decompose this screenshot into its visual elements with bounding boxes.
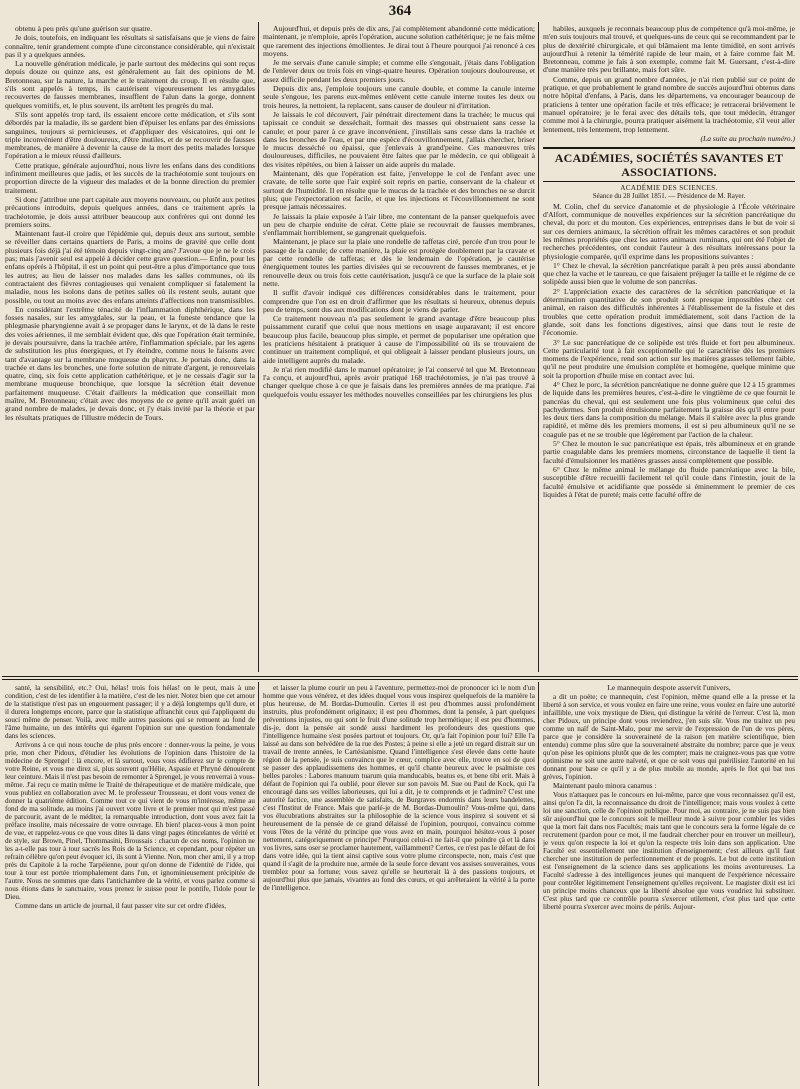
- paragraph: 6° Chez le même animal le mélange du fluide pancréatique avec la bile, susceptible d'être recueilli facilement tel qu'il coule dans l'intestin, jouit de la faculté émulsive et acidifiante que possède si éminemment le premier de ces liquides à l'état de pureté; mais cette faculté offre de: [543, 464, 795, 499]
- section-rule: [543, 147, 795, 149]
- paragraph: santé, la sensibilité, etc.? Oui, hélas! trois fois hélas! on le peut, mais à une condition, c'est de les identifier à la matière, c'est de les nier. Notez bien que cet amour de la statistique n'est pas un engouement passager; il y a déjà longtemps qu'il dure, et il durera longtemps encore, parce que la statistique affranchit ceux qui l'appliquent du souci même de penser. Voilà, avec mille autres passions qui se remuent au fond de l'âme humaine, un des intérêts qui égarent l'opinion sur une question fondamentale dans les sciences.: [5, 684, 255, 740]
- subsection-title: ACADÉMIE DES SCIENCES.: [620, 184, 718, 193]
- paragraph: Je laissais la plaie exposée à l'air libre, me contentant de la panser quelquefois avec un peu de charpie enduite de cérat. Cette plaie se recouvrait de fausses membranes, s'enflammait horriblement, se gangrenait quelquefois.: [263, 211, 535, 238]
- section-rule: [543, 181, 795, 182]
- paragraph: La nouvelle génération médicale, je parle surtout des médecins qui sont reçus depuis douze ou quinze ans, est généralement au fait des opinions de M. Bretonneau, sur la nature, la marche et le traitement du croup. Il en résulte que, s'ils sont appelés à temps, ils cautérisent vigoureusement les amygdales recouvertes de fausses membranes, insufflent de l'alun dans la gorge, donnent quelques vomitifs, et, le plus souvent, ils arrêtent les progrès du mal.: [5, 59, 255, 110]
- paragraph: Je laissais le col découvert, j'air pénétrait directement dans la trachée; le mucus qui tapissait ce conduit se desséchait, formait des masses qui obstruaient sans cesse la canule; et pour parer à ce grave inconvénient, j'instillais sans cesse dans la trachée et dans les bronches de l'eau, et par une espèce d'écouvillonnement, j'allais chercher, briser le mucus desséché ou épaissi, que j'enlevais à grand'peine. Ces manœuvres très douloureuses, difficiles, ne pouvaient être faites que par le médecin, ce qui obligeait à des visites répétées, ou bien à laisser un aide auprès du malade.: [263, 109, 535, 169]
- page-number: 364: [388, 3, 412, 19]
- column-divider: [258, 682, 259, 1086]
- feuilleton-column-middle: [263, 684, 535, 1086]
- session-date: Séance du 28 Juillet 1851. — Présidence de M. Rayer.: [592, 192, 746, 201]
- paragraph: Comme dans un article de journal, il faut passer vite sur cet ordre d'idées,: [15, 902, 227, 910]
- paragraph: En considérant l'extrême ténacité de l'inflammation diphthérique, dans les fosses nasales, sur les amygdales, sur la peau, et la funeste tendance que la phlegmasie pharyngienne avait à se propager dans le larynx, et de là dans le reste des voies aériennes, il me semblait évident que, dès que l'opération était terminée, je devais poursuivre, dans la trachée artère, l'inflammation spéciale, par les agens de substitution les plus énergiques, et l'y éteindre, comme nous le faisons avec tant d'avantage sur la membrane muqueuse du pharynx. Je portais donc, dans la trachée et dans les bronches, une forte solution de nitrate d'argent, je renouvelais quatre, cinq, six fois cette application cathétérique, et je ne cessais d'agir sur la membrane muqueuse bronchique, que lorsque la sécrétion était devenue parfaitement muqueuse. C'était d'ailleurs la médication que conseillait mon maître, M. Bretonneau; c'était avec des moyens de ce genre qu'il avait guéri un grand nombre de malades, je devais donc, et j'y étais invité par la théorie et par les résultats pratiques de l'illustre médecin de Tours.: [5, 304, 255, 422]
- paragraph: Je me servais d'une canule simple; et comme elle s'engouait, j'étais dans l'obligation de l'enlever deux ou trois fois en vingt-quatre heures. Opération toujours douloureuse, et assez difficile pendant les deux premiers jours.: [263, 58, 535, 84]
- paragraph: Si donc j'attribue une part capitale aux moyens nouveaux, ou plutôt aux petites précautions introduits, depuis quelques années, dans ce traitement après la trachéotomie, je dois aussi attribuer beaucoup aux confrères qui ont donné les premiers soins.: [5, 194, 255, 229]
- paragraph: Comme, depuis un grand nombre d'années, je n'ai rien publié sur ce point de pratique, et que probablement le grand nombre de succès aujourd'hui obtenus dans notre hôpital d'enfans, à Paris, dans les départemens, va encourager beaucoup de praticiens à tenter une opération facile et très efficace; je retracerai brièvement le manuel opératoire; je le ferai avec des détails tels, que tout médecin, étranger comme moi à la chirurgie, pourra pratiquer aisément la trachéotomie, s'il veut aller lentement, très lentement, trop lentement.: [543, 74, 795, 134]
- column-divider: [538, 22, 539, 672]
- paragraph: 4° Chez le porc, la sécrétion pancréatique ne donne guère que 12 à 15 grammes de liquide dans les premières heures, c'est-à-dire le vingtième de ce que fournit le pancréas du cheval, qui est seulement une fois plus volumineux que celui des pachydermes. Son produit émulsionne parfaitement la graisse dès qu'il entre pour les deux tiers dans la composition du mélange. Mais il s'altère avec la plus grande rapidité, et même dès les premiers momens, il est si peu albumineux qu'il ne se coagule pas et ne se trouble que légèrement par l'action de la chaleur.: [543, 379, 795, 439]
- paragraph: 3° Le suc pancréatique de ce solipède est très fluide et fort peu albumineux. Cette particularité tout à fait exceptionnelle qui le caractérise dès les premiers momens de l'expérience, rend son action sur les matières grasses tellement faible, qu'il ne peut produire une émulsion complète et homogène, quelque minime que soit la proportion d'huile mise en contact avec lui.: [543, 337, 795, 380]
- paragraph: S'ils sont appelés trop tard, ils essaient encore cette médication, et s'ils sont débordés par la maladie, ils se gardent bien d'épuiser les enfans par des émissions sanguines, toujours si pernicieuses, et d'appliquer des vésicatoires, qui ont le triple inconvénient d'être douloureux, d'être inutiles, et de se recouvrir de fausses membranes, de manière à devenir la cause de la mort des petits malades lorsque l'opération a le mieux réussi d'ailleurs.: [5, 109, 255, 161]
- paragraph: 5° Chez le mouton le suc pancréatique est épais, très albumineux et en grande partie coagulable dans les premiers momens, circonstance de laquelle il tient la faculté d'émulsionner les matières grasses aussi complètement que possible.: [543, 439, 795, 465]
- feuilleton-rule: [2, 676, 798, 677]
- paragraph: 2° L'appréciation exacte des caractères de la sécrétion pancréatique et la détermination quantitative de son produit sont presque impossibles chez cet animal, en raison des difficultés inhérentes à l'établissement de la fistule et des troubles que cette opération produit immédiatement, soit dans l'action de la glande, soit dans les fonctions digestives, ainsi que dans tout le reste de l'économie.: [543, 286, 795, 338]
- paragraph: Maintenant faut-il croire que l'épidémie qui, depuis deux ans surtout, semble se réveiller dans certains quartiers de Paris, a moins de gravité que celle dont plusieurs fois déjà j'ai été témoin depuis vingt-cinq ans? J'avoue que je ne le crois pas; mais j'avenir seul est appelé à décider cette grave question.— Enfin, pour les enfans opérés à l'hôpital, il est un point qui peut-être a plus d'importance que tous les autres; au lieu de laisser nos malades dans les salles communes, où ils contractaient des fièvres contagieuses qui venaient compliquer si fatalement la maladie, nous les isolons dans de petites salles où ils restent seuls, autant que possible, ou tout au moins avec des enfans atteints d'affections non transmissibles.: [5, 229, 255, 305]
- paragraph: habiles, auxquels je reconnais beaucoup plus de compétence qu'à moi-même, je m'en suis toujours mal trouvé, et quelques-uns de ceux qui se recommandent par le plus de dextérité chirurgicale, et qui blâmaient ma lente timidité, en sont arrivés aujourd'hui à retenir la témérité rapide de leur main, et à faire comme fait M. Bretonneau, comme je fais à son exemple, comme fait M. Guersant, c'est-à-dire d'une manière très peu brillante, mais fort sûre.: [543, 25, 795, 75]
- paragraph: M. Colin, chef du service d'anatomie et de physiologie à l'École vétérinaire d'Alfort, communique de nouvelles expériences sur la sécrétion pancréatique du cheval, du porc et du mouton. Ces expériences, entreprises dans le but de voir si sur ces derniers animaux, la sécrétion offrait les mêmes caractères et son produit les mêmes propriétés que chez les autres animaux ruminans, qui ont été l'objet de recherches précédentes, ont conduit l'auteur à des résultats intéressans pour la physiologie comparée, qu'il exprime dans les propositions suivantes :: [543, 201, 795, 261]
- paragraph: Maintenant paulo minora canamus :: [553, 782, 657, 790]
- paragraph: et laisser la plume courir un peu à l'aventure, permettez-moi de prononcer ici le nom d'un homme que vous vénérez, et des idées duquel vous vous inspirez quelquefois de la manière la plus heureuse, de M. Bordas-Dumoulin. Certes il est peu d'hommes aussi profondément instruits, plus profondément originaux; il est peu d'hommes, dont la pensée, à part quelques préventions injustes, ou qui sont le fruit d'une solitude trop hermétique; il est peu d'hommes, dis-je, dont la pensée ait sondé aussi hardiment les profondeurs des questions que l'intelligence humaine s'est posées partout et toujours. Or, qu'a fait l'opinion pour lui? Elle l'a laissé au dans son belvédère de la rue des Postes; à peine si elle a jeté un regard distrait sur un travail de trente années, le Cartésianisme. Quand l'intelligence s'est élevée dans cette haute région de la pensée, je suis convaincu que le cœur, complice avec elle, trouve en soi de quoi se passer des applaudissemens des hommes, et qu'il chante heureux avec le psalmiste ces belles paroles : Labores manuum tuarum quia manducabis, beatus es, et bene tibi erit. Mais à défaut de l'opinion qui l'a oublié, pour élever sur son pavois M. Sue ou Paul de Kock, qui l'a encouragé dans ses veilles laborieuses, qui lui a dit, je te comprends et je t'admire? C'est une autorité factice, une assemblée de satisfaits, de Burgraves endormis dans leurs bandelettes, c'est l'Institut de France. Mais que parlé-je de M. Bordas-Dumoulin? Vous-même qui, dans vos élucubrations abstraites sur la philosophie de la science vous inspirez si souvent et si heureusement de la pensée de ce grand délaissé de l'opinion, pourquoi, convaincu comme vous l'êtes de la vérité du principe que vous avez en main, pourquoi hésitez-vous à poser nettement, catégoriquement ce principe? Pourquoi celui-ci ne fait-il que poindre çà et là dans vos livres, sans oser se proclamer hautement, vaillamment? Certes, ce n'est pas le défaut de foi dans votre idée, qui la tient ainsi captive sous votre plume circonspecte, non, mais c'est que quand il s'agit de la produire nue, armée de la seule force devant vos assises souveraines, vous tremblez pour sa fortune; vous savez qu'elle se heurterait là à des passions toujours, et aujourd'hui plus que jamais, vivantes au fond des cœurs, et qui arrêteraient la vérité à la porte de l'intelligence.: [263, 684, 535, 892]
- paragraph: Maintenant, dès que l'opération est faite, j'enveloppe le col de l'enfant avec une cravate, de telle sorte que l'air expiré soit repris en partie, conservant de la chaleur et surtout de l'humidité. Il en résulte que le mucus de la trachée et des bronches ne se durcit plus; que l'expectoration est facile, et que les injections et l'écouvillonnement ne sont presque jamais nécessaires.: [263, 169, 535, 212]
- paragraph: a dit un poète; ce mannequin, c'est l'opinion, même quand elle a la presse et la liberté à son service, et vous voulez en faire une reine, vous voulez en faire une autorité infaillible, une voix mystique de Dieu, qui distingue la vérité de l'erreur. C'est là, mon cher Pidoux, un principe dont vous reviendrez, j'en suis sûr. Vous me traitez un peu comme un naïf de Saint-Malo, pour me servir de l'expression de l'un de vos pères, parce que je considère la souveraineté de la raison (en matière scientifique, bien entendu) comme plus sûre que la souveraineté abstraite du nombre; parce que je veux qu'on pèse les opinions plutôt que de les compter; mais ne craignez-vous pas que votre optimisme ne soit une autre naïveté, et que ce soit vous qui puérilisiez l'autorité en lui donnant pour base ce qu'il y a de plus mobile au monde, après le flot qui bat nos grèves, l'opinion.: [543, 693, 795, 781]
- feuilleton-rule: [2, 679, 798, 680]
- feuilleton-column-right: [543, 684, 795, 1086]
- paragraph: Il suffit d'avoir indiqué ces différences considérables dans le traitement, pour comprendre que l'on est en droit d'affirmer que les résultats si heureux, obtenus depuis peu de temps, sont dus aux modifications dont je viens de parler.: [263, 288, 535, 314]
- column-divider: [258, 22, 259, 672]
- paragraph: Cette pratique, générale aujourd'hui, nous livre les enfans dans des conditions infiniment meilleures que jadis, et les succès de la trachéotomie sont toujours en proportion directe de la vigueur des malades et de la bonne direction du premier traitement.: [5, 160, 255, 195]
- paragraph: Maintenant, je place sur la plaie une rondelle de taffetas ciré, percée d'un trou pour le passage de la canule; de cette manière, la plaie est protégée doublement par la cravate et par cette rondelle de taffetas; et dès le lendemain de l'opération, je cautérise énergiquement toutes les parties divisées qui se recouvrent de fausses membranes, et je renouvelle deux ou trois fois cette cautérisation, jusqu'à ce que la surface de la plaie soit nette.: [263, 237, 535, 288]
- article-column-left: [5, 25, 255, 670]
- article-column-middle: [263, 25, 535, 670]
- feuilleton-column-left: [5, 684, 255, 1086]
- paragraph: Ce traitement nouveau n'a pas seulement le grand avantage d'être beaucoup plus puissamment curatif que celui que nous mettions en usage auparavant; il est encore beaucoup plus facile, beaucoup plus simple, et permet de populariser une opération que les praticiens hésitaient à pratiquer à cause de l'impossibilité où ils se trouvaient de continuer un traitement compliqué, et qui obligeait à laisser pendant plusieurs jours, un aide intelligent auprès du malade.: [263, 314, 535, 365]
- column-divider: [538, 682, 539, 1086]
- paragraph: Aujourd'hui, et depuis près de dix ans, j'ai complètement abandonné cette médication; maintenant, je n'emploie, après l'opération, aucune solution cathétérique; je ne fais même que rarement des injections émollientes. Je dirai tout à l'heure pourquoi j'ai renoncé à ces moyens.: [263, 25, 535, 58]
- paragraph: Je n'ai rien modifié dans le manuel opératoire; je l'ai conservé tel que M. Bretonneau l'a conçu, et aujourd'hui, après avoir pratiqué 168 trachéotomies, je n'ai pas trouvé à changer quelque chose à ce que je faisais dans les premières années de ma pratique. J'ai quelquefois voulu essayer les méthodes nouvelles conseillées par les chirurgiens les plus: [263, 364, 535, 399]
- article-column-right: [543, 25, 795, 670]
- continued-note: (La suite au prochain numéro.): [700, 133, 795, 143]
- paragraph: Depuis dix ans, j'emploie toujours une canule double, et comme la canule interne seule s'engoue, les parens eux-mêmes enlèvent cette canule interne toutes les deux ou trois heures, la nettoient, la replacent, sans causer de douleur ni d'irritation.: [263, 84, 535, 110]
- section-title: ACADÉMIES, SOCIÉTÉS SAVANTES ET ASSOCIATIONS.: [554, 151, 784, 180]
- paragraph: Arrivons à ce qui nous touche de plus près encore : donner-vous la peine, je vous prie, mon cher Pidoux, d'étudier les évolutions de l'opinion dans l'histoire de la médecine de Sprengel : là encore, et là surtout, vous vous édifierez sur le compte de votre Reine, et vous me direz si, plus souvent qu'Hélie, Aspasie et Phryné dénouèrent leur ceinture. Mais il n'est pas besoin de remonter à Sprengel, je vous renverrai à vous-même. J'ai reçu ce matin même le Traité de thérapeutique et de matière médicale, que vous publiez en collaboration avec M. le professeur Trousseau, et dont vous venez de donner la quatrième édition. Comme tout ce qui vient de vous m'intéresse, même au fond de ma solitude, au moins j'ai ouvert votre livre et le premier mot qui m'est passé de parcourir, avant de le méditer, la remarquable introduction, dont vous avez fait la préface insolite, mais nécessaire de votre ouvrage. Eh bien! placez-vous à mon point de vue, et rappelez-vous ce que vous dites là dans vingt pages étincelantes de vérité et de style, sur Brown, Pinel, Thommasini, Broussais : chacun de ces noms, l'opinion ne les a-t-elle pas tour à tour sacrés les Rois de la Science, et cependant, pour répéter un refrain célèbre qu'on peut évoquer ici, ils sont à Vienne. Non, mon cher ami, il y a trop près du Capitole à la roche Tarpéienne, pour qu'on donne de l'identité de l'idée, qui tour à tour est portée triomphalement dans l'un, et ignominieusement précipitée de l'autre. Nous ne sommes que dans l'antichambre de la vérité, et vous parlez comme si nous étions dans le sanctuaire, vous prenez le suisse pour le pontife, l'idole pour le Dieu.: [5, 741, 255, 901]
- paragraph: Vous n'attaquez pas le concours en lui-même, parce que vous reconnaissez qu'il est, ainsi qu'on l'a dit, la reconnaissance du droit de l'intelligence; mais vous voulez à cette loi une sanction, celle de l'opinion publique. Pour moi, au contraire, je ne suis pas bien sûr aujourd'hui que le concours soit le meilleur mode à suivre pour combler les vides que la mort fait dans nos Facultés; mais tant que le concours sera la forme légale de ce recrutement (pardon pour ce mot, il me faudrait chercher pour en trouver un meilleur), je veux qu'on respecte la loi et qu'on la respecte très loin dans son application. Une Faculté est essentiellement une institution d'enseignement; c'est ailleurs qu'il faut chercher une institution de perfectionnement et de progrès. Le but de cette institution est l'enseignement de la science dans ses applications les moins aventureuses. La Faculté s'adresse à des intelligences jeunes qui manquent de l'expérience nécessaire pour contrôler légitimement l'enseignement qu'elles reçoivent. Le magister dixit est ici un principe moins chanceux que la liberté absolue que vous voudriez lui substituer. C'est plus tard que ce contrôle pourra s'exercer utilement, c'est plus tard que cette liberté pourra s'exercer avec moins de périls. Aujour-: [543, 791, 795, 911]
- paragraph: obtenu à peu près qu'une guérison sur quatre.: [15, 25, 153, 33]
- paragraph: Je dois, toutefois, en indiquant les résultats si satisfaisans que je viens de faire connaître, tenir grandement compte d'une circonstance considérable, qui n'existait pas il y a quelques années.: [5, 33, 255, 59]
- verse-quote: Le mannequin despote asservit l'univers,: [607, 684, 731, 692]
- paragraph: 1° Chez le cheval, la sécrétion pancréatique paraît à peu près aussi abondante que chez la vache et le taureau, ce que faisaient préjuger la taille et le régime de ce solipède aussi bien que le volume de son pancréas.: [543, 260, 795, 287]
